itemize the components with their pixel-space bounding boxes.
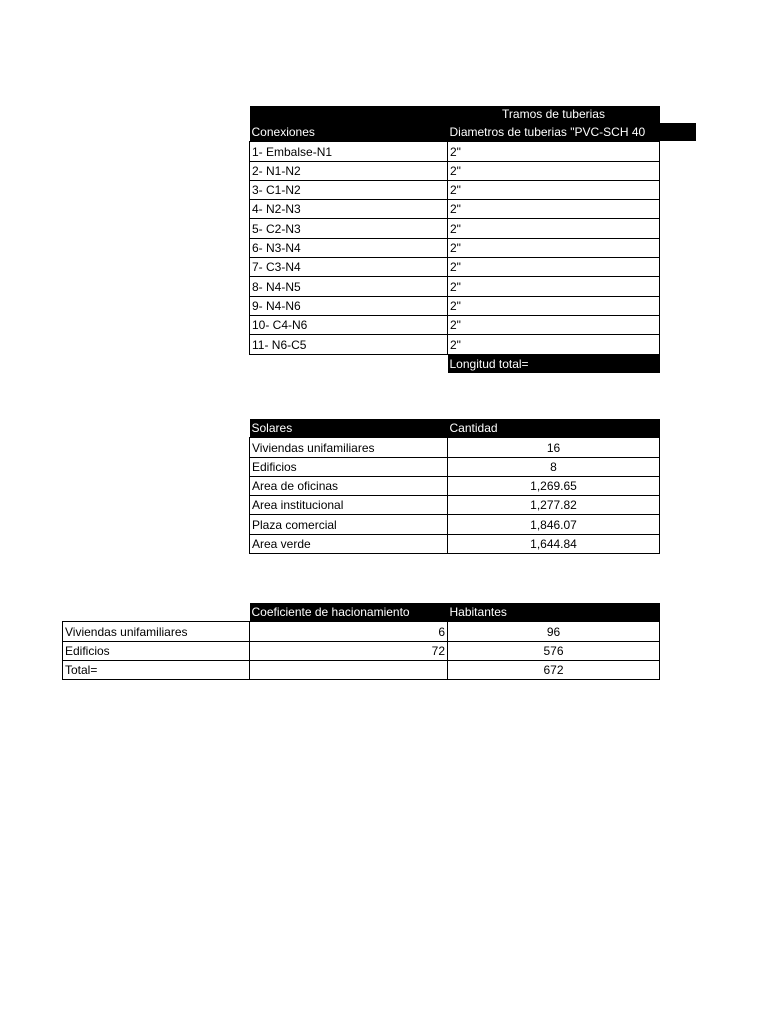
lots-header: Solares	[250, 419, 448, 438]
diameter-cell: 2"	[448, 200, 660, 219]
lot-quantity-cell: 1,269.65	[448, 476, 660, 495]
lots-table	[249, 419, 660, 554]
lot-quantity-cell: 1,846.07	[448, 515, 660, 534]
lot-quantity-cell: 1,644.84	[448, 534, 660, 553]
table-row	[63, 641, 660, 660]
coefficient-cell: 72	[250, 641, 448, 660]
diameter-cell: 2"	[448, 219, 660, 238]
population-header-row	[63, 603, 660, 622]
table-row	[250, 277, 660, 296]
lot-quantity-cell: 1,277.82	[448, 496, 660, 515]
table-row	[250, 335, 660, 354]
lot-name-cell: Area institucional	[250, 496, 448, 515]
inhabitants-cell: 576	[448, 641, 660, 660]
table-row	[250, 200, 660, 219]
inhabitants-cell: 96	[448, 622, 660, 641]
connection-cell: 7- C3-N4	[250, 258, 448, 277]
pipe-total-row	[250, 354, 660, 373]
pipe-title-row	[250, 106, 660, 123]
connection-cell: 10- C4-N6	[250, 315, 448, 334]
table-row	[250, 219, 660, 238]
lot-name-cell: Plaza comercial	[250, 515, 448, 534]
connection-cell: 1- Embalse-N1	[250, 142, 448, 161]
table-row	[250, 258, 660, 277]
table-row	[250, 476, 660, 495]
diameter-cell: 2"	[448, 277, 660, 296]
pipe-header-row	[250, 123, 660, 142]
diameter-cell: 2"	[448, 335, 660, 354]
connection-cell: 3- C1-N2	[250, 180, 448, 199]
table-row	[250, 238, 660, 257]
table-row	[250, 142, 660, 161]
population-table	[62, 603, 660, 680]
lot-name-cell: Viviendas unifamiliares	[250, 438, 448, 457]
pipe-title-blank-cell	[250, 106, 448, 123]
population-name-cell: Edificios	[63, 641, 250, 660]
diameter-cell: 2"	[448, 258, 660, 277]
lots-header-row	[250, 419, 660, 438]
connection-cell: 5- C2-N3	[250, 219, 448, 238]
table-row	[250, 438, 660, 457]
total-blank-cell	[250, 660, 448, 679]
connection-cell: 9- N4-N6	[250, 296, 448, 315]
table-row	[250, 296, 660, 315]
population-header-blank	[63, 603, 250, 622]
lot-name-cell: Edificios	[250, 457, 448, 476]
table-row	[63, 622, 660, 641]
table-row	[250, 515, 660, 534]
connection-cell: 8- N4-N5	[250, 277, 448, 296]
connection-cell: 6- N3-N4	[250, 238, 448, 257]
pipe-table-title: Tramos de tuberias	[448, 106, 660, 123]
total-inhabitants: 672	[448, 660, 660, 679]
quantity-header: Cantidad	[448, 419, 660, 438]
diameters-header: Diametros de tuberias "PVC-SCH 40	[448, 123, 696, 141]
table-row	[250, 457, 660, 476]
connections-header: Conexiones	[250, 123, 448, 142]
table-row	[250, 161, 660, 180]
lot-name-cell: Area verde	[250, 534, 448, 553]
diameter-cell: 2"	[448, 161, 660, 180]
coefficient-header: Coeficiente de hacionamiento	[250, 603, 448, 622]
table-row	[250, 534, 660, 553]
total-length-label: Longitud total=	[448, 354, 660, 373]
lot-name-cell: Area de oficinas	[250, 476, 448, 495]
inhabitants-header: Habitantes	[448, 603, 660, 622]
diameter-cell: 2"	[448, 296, 660, 315]
connection-cell: 4- N2-N3	[250, 200, 448, 219]
connection-cell: 2- N1-N2	[250, 161, 448, 180]
diameter-cell: 2"	[448, 180, 660, 199]
diameter-cell: 2"	[448, 238, 660, 257]
table-row	[250, 315, 660, 334]
population-name-cell: Viviendas unifamiliares	[63, 622, 250, 641]
connection-cell: 11- N6-C5	[250, 335, 448, 354]
lot-quantity-cell: 16	[448, 438, 660, 457]
total-blank-cell	[250, 354, 448, 373]
diameter-cell: 2"	[448, 315, 660, 334]
pipe-segments-table	[249, 106, 660, 373]
diameters-header-cell	[448, 123, 660, 142]
table-row	[250, 496, 660, 515]
coefficient-cell: 6	[250, 622, 448, 641]
population-total-row	[63, 660, 660, 679]
table-row	[250, 180, 660, 199]
total-label: Total=	[63, 660, 250, 679]
lot-quantity-cell: 8	[448, 457, 660, 476]
diameter-cell: 2"	[448, 142, 660, 161]
